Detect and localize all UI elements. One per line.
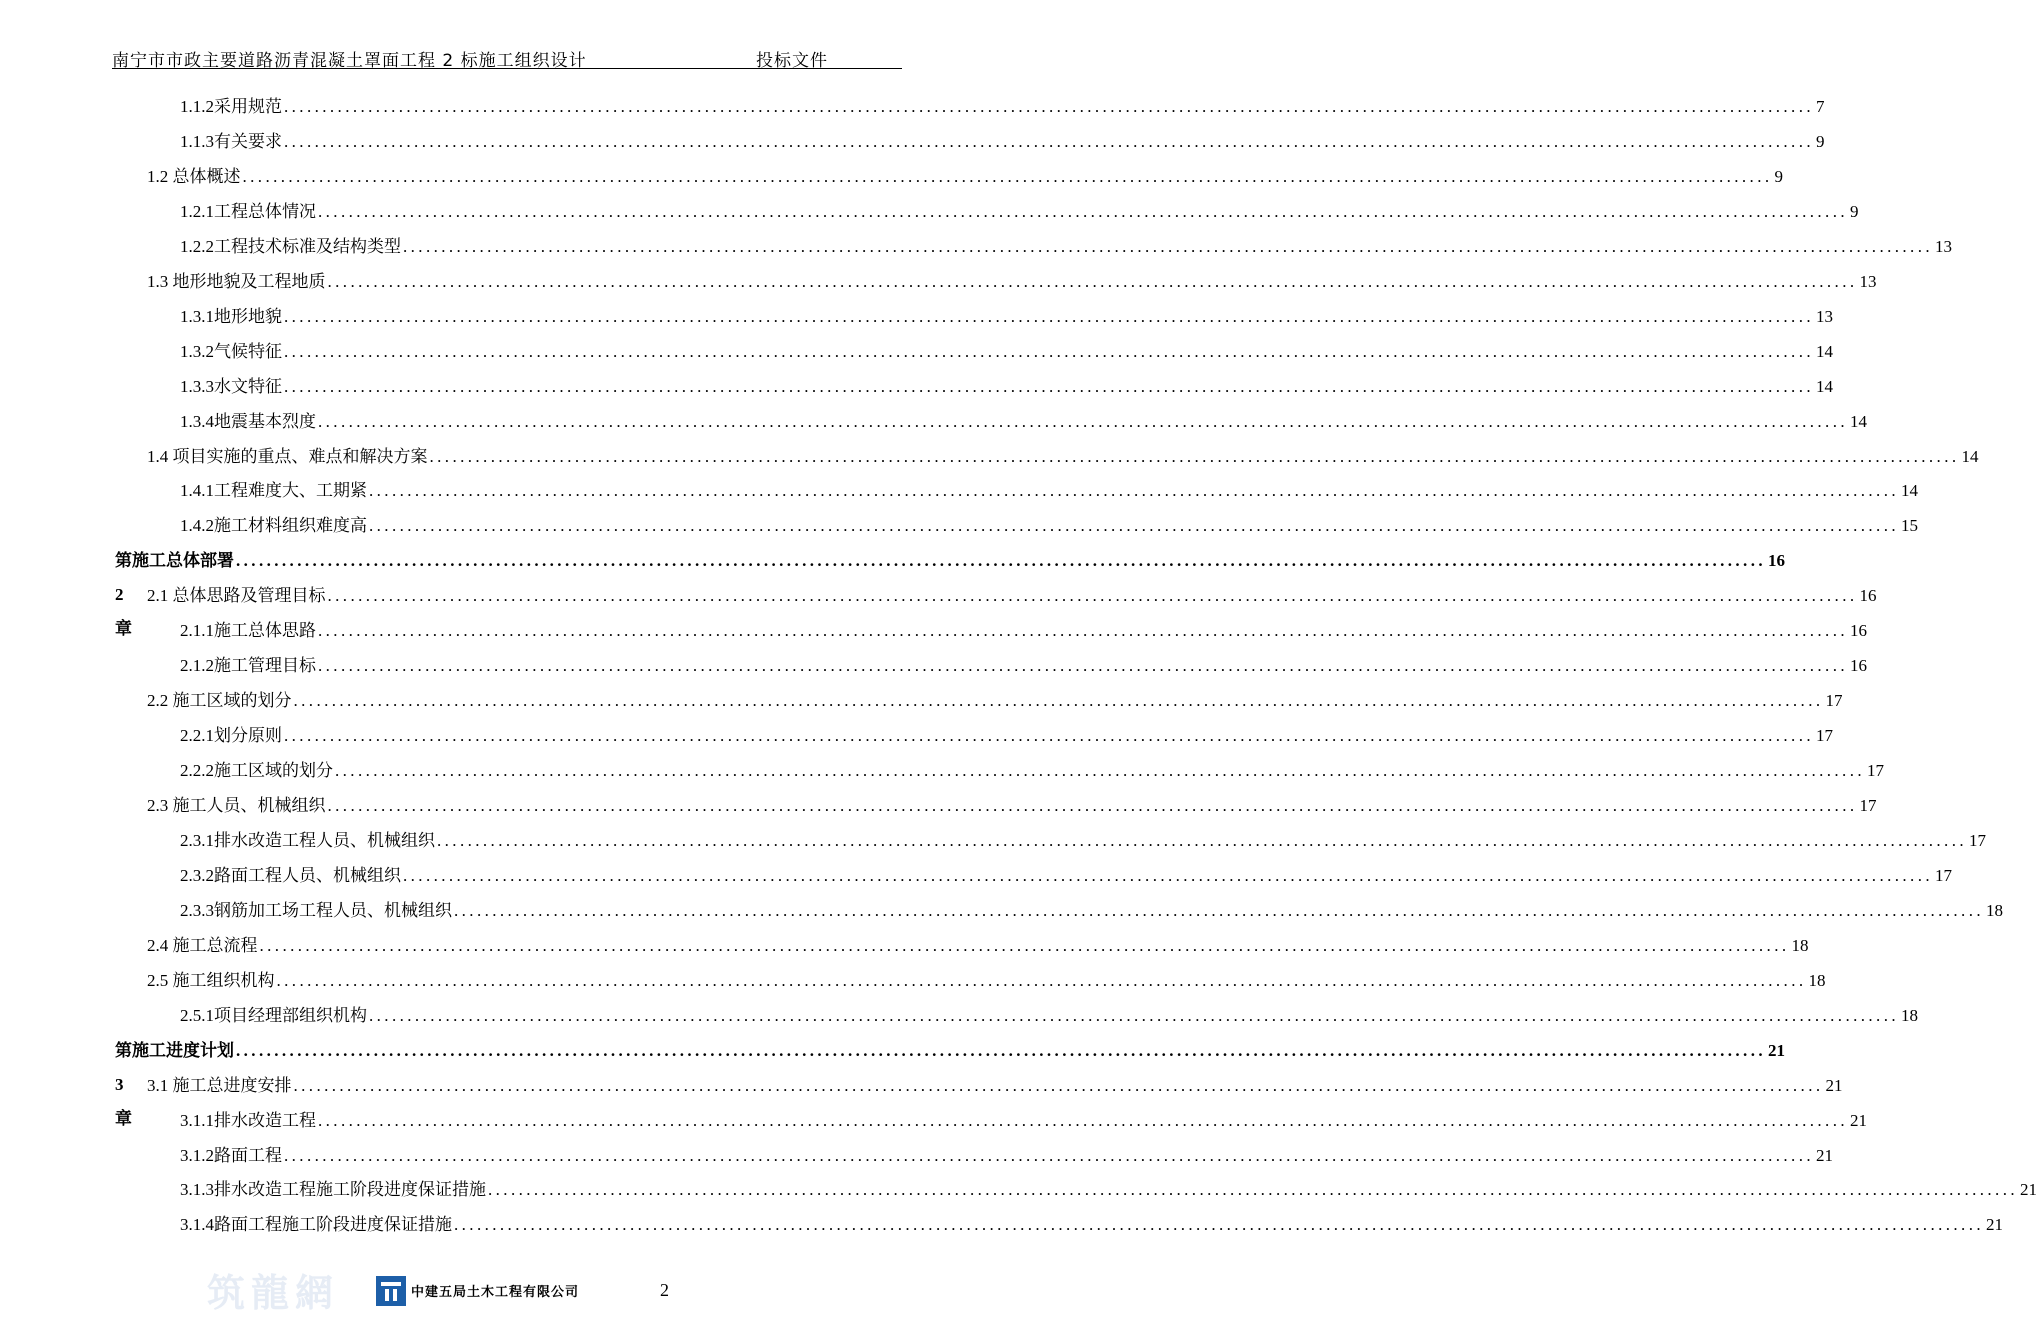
- toc-leader-dots: ........................................................................................................................................................................................................: [403, 865, 1933, 885]
- toc-entry-title: 施工材料组织难度高: [214, 516, 367, 536]
- toc-entry-title: 水文特征: [214, 376, 282, 396]
- toc-entry[interactable]: [180, 1208, 2003, 1242]
- page-header: [112, 42, 902, 69]
- toc-entry-title: 施工区域的划分: [214, 761, 333, 781]
- toc-entry-title: 2.2 施工区域的划分: [147, 691, 292, 711]
- toc-entry-page: 18: [1986, 900, 2003, 920]
- toc-entry[interactable]: [180, 894, 2003, 928]
- toc-entry[interactable]: [180, 90, 1825, 124]
- toc-entry-page: 17: [1935, 865, 1952, 885]
- toc-entry-title: 路面工程施工阶段进度保证措施: [214, 1215, 452, 1235]
- toc-entry-title: 地震基本烈度: [214, 411, 316, 431]
- toc-entry-title: 排水改造工程人员、机械组织: [214, 830, 435, 850]
- toc-entry-number: 2.2.1: [180, 726, 214, 746]
- toc-entry[interactable]: [180, 614, 1867, 648]
- toc-entry[interactable]: [180, 754, 1884, 788]
- toc-leader-dots: ........................................................................................................................................................................................................: [284, 131, 1814, 151]
- toc-entry-number: 2.2.2: [180, 761, 214, 781]
- toc-entry-number: 1.2.1: [180, 201, 214, 221]
- toc-entry[interactable]: [180, 824, 1986, 858]
- toc-entry-number: 3.1.2: [180, 1145, 214, 1165]
- toc-entry-number: 1.1.3: [180, 131, 214, 151]
- toc-entry-number: 2.1.2: [180, 656, 214, 676]
- toc-leader-dots: ........................................................................................................................................................................................................: [284, 376, 1814, 396]
- toc-entry[interactable]: [147, 160, 1783, 194]
- toc-entry-title: 2.1 总体思路及管理目标: [147, 586, 326, 606]
- toc-entry-number: 1.3.1: [180, 306, 214, 326]
- toc-entry-page: 17: [1825, 691, 1843, 711]
- toc-entry-number: 2.5.1: [180, 1005, 214, 1025]
- page-number: 2: [660, 1280, 669, 1300]
- toc-entry-page: 17: [1816, 726, 1833, 746]
- toc-entry-title: 2.5 施工组织机构: [147, 970, 275, 990]
- toc-entry[interactable]: [180, 1173, 2037, 1207]
- toc-entry-page: 21: [2020, 1180, 2037, 1200]
- toc-entry-page: 13: [1816, 306, 1833, 326]
- toc-entry-number: 3.1.1: [180, 1110, 214, 1130]
- toc-entry-title: 路面工程: [214, 1145, 282, 1165]
- toc-entry-title: 钢筋加工场工程人员、机械组织: [214, 900, 452, 920]
- toc-entry-page: 9: [1774, 166, 1783, 186]
- toc-leader-dots: ........................................................................................................................................................................................................: [327, 586, 1858, 606]
- toc-leader-dots: ........................................................................................................................................................................................................: [369, 481, 1899, 501]
- toc-entry-number: 1.4.2: [180, 516, 214, 536]
- toc-entry-page: 13: [1935, 236, 1952, 256]
- toc-entry-page: 16: [1850, 621, 1867, 641]
- toc-entry-page: 18: [1808, 970, 1826, 990]
- toc-entry-title: 工程技术标准及结构类型: [214, 236, 401, 256]
- toc-leader-dots: ........................................................................................................................................................................................................: [369, 1005, 1899, 1025]
- toc-leader-dots: ........................................................................................................................................................................................................: [236, 1040, 1766, 1060]
- header-title: 南宁市市政主要道路沥青混凝土罩面工程 2 标施工组织设计: [112, 51, 587, 71]
- toc-leader-dots: ........................................................................................................................................................................................................: [429, 446, 1960, 466]
- toc-entry-title: 排水改造工程施工阶段进度保证措施: [214, 1180, 486, 1200]
- toc-entry[interactable]: [180, 719, 1833, 753]
- toc-entry[interactable]: [180, 649, 1867, 683]
- toc-entry-page: 18: [1901, 1005, 1918, 1025]
- toc-leader-dots: ........................................................................................................................................................................................................: [284, 306, 1814, 326]
- toc-leader-dots: ........................................................................................................................................................................................................: [259, 935, 1790, 955]
- toc-entry-title: 气候特征: [214, 341, 282, 361]
- toc-entry[interactable]: [180, 370, 1833, 404]
- toc-leader-dots: ........................................................................................................................................................................................................: [335, 761, 1865, 781]
- toc-entry[interactable]: [180, 474, 1918, 508]
- toc-entry-title: 施工进度计划: [132, 1040, 234, 1060]
- toc-entry-title: 工程难度大、工期紧: [214, 481, 367, 501]
- toc-leader-dots: ........................................................................................................................................................................................................: [318, 1110, 1848, 1130]
- toc-entry-page: 17: [1867, 761, 1884, 781]
- toc-entry-page: 21: [1986, 1215, 2003, 1235]
- toc-leader-dots: ........................................................................................................................................................................................................: [454, 900, 1984, 920]
- toc-entry[interactable]: [147, 440, 1979, 474]
- toc-entry-number: 2.3.1: [180, 830, 214, 850]
- toc-leader-dots: ........................................................................................................................................................................................................: [276, 970, 1807, 990]
- toc-leader-dots: ........................................................................................................................................................................................................: [284, 1145, 1814, 1165]
- toc-entry-page: 15: [1901, 516, 1918, 536]
- toc-entry[interactable]: [180, 859, 1952, 893]
- page-footer: [0, 1262, 950, 1322]
- toc-entry-number: 1.1.2: [180, 97, 214, 116]
- toc-entry-number: 1.4.1: [180, 481, 214, 501]
- toc-entry-title: 2.4 施工总流程: [147, 935, 258, 955]
- toc-entry-page: 16: [1768, 551, 1785, 571]
- toc-entry-number: 第 3 章: [115, 1040, 132, 1128]
- toc-leader-dots: ........................................................................................................................................................................................................: [284, 97, 1814, 116]
- toc-entry-page: 17: [1969, 830, 1986, 850]
- toc-entry-page: 16: [1850, 656, 1867, 676]
- toc-entry[interactable]: [180, 300, 1833, 334]
- header-doc-type: 投标文件: [756, 51, 828, 71]
- toc-entry[interactable]: [147, 684, 1843, 718]
- toc-entry-page: 18: [1791, 935, 1809, 955]
- toc-entry[interactable]: [147, 579, 1877, 613]
- toc-entry-title: 地形地貌: [214, 306, 282, 326]
- toc-leader-dots: ........................................................................................................................................................................................................: [327, 271, 1858, 291]
- toc-entry-page: 7: [1816, 97, 1825, 116]
- toc-leader-dots: ........................................................................................................................................................................................................: [318, 621, 1848, 641]
- toc-entry[interactable]: [147, 929, 1809, 963]
- toc-leader-dots: ........................................................................................................................................................................................................: [293, 691, 1824, 711]
- toc-leader-dots: ........................................................................................................................................................................................................: [488, 1180, 2018, 1200]
- toc-entry-page: 14: [1816, 376, 1833, 396]
- toc-entry-number: 1.3.2: [180, 341, 214, 361]
- toc-leader-dots: ........................................................................................................................................................................................................: [242, 166, 1773, 186]
- toc-entry-number: 1.2.2: [180, 236, 214, 256]
- toc-entry[interactable]: [180, 509, 1918, 543]
- toc-entry-title: 1.4 项目实施的重点、难点和解决方案: [147, 446, 428, 466]
- toc-entry-title: 1.3 地形地貌及工程地质: [147, 271, 326, 291]
- toc-entry-page: 13: [1859, 271, 1877, 291]
- toc-leader-dots: ........................................................................................................................................................................................................: [293, 1075, 1824, 1095]
- toc-entry[interactable]: [180, 230, 1952, 264]
- toc-leader-dots: ........................................................................................................................................................................................................: [236, 551, 1766, 571]
- toc-entry-number: 3.1.3: [180, 1180, 214, 1200]
- toc-entry-page: 14: [1850, 411, 1867, 431]
- toc-entry-page: 9: [1816, 131, 1825, 151]
- toc-leader-dots: ........................................................................................................................................................................................................: [318, 201, 1848, 221]
- toc-leader-dots: ........................................................................................................................................................................................................: [403, 236, 1933, 256]
- toc-entry-number: 1.3.3: [180, 376, 214, 396]
- toc-entry-title: 施工总体部署: [132, 551, 234, 571]
- toc-entry[interactable]: [180, 1104, 1867, 1138]
- toc-entry-title: 采用规范: [214, 97, 282, 116]
- toc-leader-dots: ........................................................................................................................................................................................................: [284, 341, 1814, 361]
- toc-entry-number: 2.1.1: [180, 621, 214, 641]
- toc-entry[interactable]: [147, 964, 1826, 998]
- toc-entry-title: 路面工程人员、机械组织: [214, 865, 401, 885]
- toc-entry-title: 施工管理目标: [214, 656, 316, 676]
- toc-entry-number: 2.3.2: [180, 865, 214, 885]
- toc-entry-title: 排水改造工程: [214, 1110, 316, 1130]
- toc-entry-page: 21: [1825, 1075, 1843, 1095]
- toc-entry[interactable]: [147, 265, 1877, 299]
- toc-entry[interactable]: [180, 335, 1833, 369]
- toc-leader-dots: ........................................................................................................................................................................................................: [369, 516, 1899, 536]
- toc-entry-title: 划分原则: [214, 726, 282, 746]
- toc-leader-dots: ........................................................................................................................................................................................................: [284, 726, 1814, 746]
- watermark: 筑龍網: [207, 1270, 340, 1315]
- toc-entry-title: 施工总体思路: [214, 621, 316, 641]
- company-name: 中建五局土木工程有限公司: [411, 1285, 580, 1300]
- toc-entry-title: 2.3 施工人员、机械组织: [147, 796, 326, 815]
- toc-leader-dots: ........................................................................................................................................................................................................: [327, 796, 1858, 815]
- toc-entry-page: 16: [1859, 586, 1877, 606]
- toc-entry-page: 21: [1768, 1040, 1785, 1060]
- toc-entry[interactable]: [147, 1069, 1843, 1103]
- toc-leader-dots: ........................................................................................................................................................................................................: [437, 830, 1967, 850]
- toc-entry-title: 3.1 施工总进度安排: [147, 1075, 292, 1095]
- toc-entry-page: 9: [1850, 201, 1859, 221]
- toc-entry-number: 1.3.4: [180, 411, 214, 431]
- toc-entry-page: 21: [1816, 1145, 1833, 1165]
- toc-entry[interactable]: [180, 195, 1859, 229]
- toc-entry[interactable]: [180, 405, 1867, 439]
- toc-entry-title: 1.2 总体概述: [147, 166, 241, 186]
- toc-entry[interactable]: [147, 789, 1877, 823]
- toc-entry-title: 项目经理部组织机构: [214, 1005, 367, 1025]
- toc-leader-dots: ........................................................................................................................................................................................................: [318, 411, 1848, 431]
- toc-entry-title: 工程总体情况: [214, 201, 316, 221]
- toc-entry-number: 2.3.3: [180, 900, 214, 920]
- toc-entry[interactable]: [180, 125, 1825, 159]
- toc-entry-page: 14: [1961, 446, 1979, 466]
- toc-entry-page: 14: [1816, 341, 1833, 361]
- company-logo-icon: [376, 1276, 406, 1306]
- toc-entry-number: 第 2 章: [115, 551, 132, 639]
- toc-entry[interactable]: [180, 999, 1918, 1033]
- toc-leader-dots: ........................................................................................................................................................................................................: [318, 656, 1848, 676]
- toc-entry-title: 有关要求: [214, 131, 282, 151]
- toc-leader-dots: ........................................................................................................................................................................................................: [454, 1215, 1984, 1235]
- toc-entry-page: 17: [1859, 796, 1877, 815]
- toc-entry[interactable]: [180, 1139, 1833, 1173]
- toc-entry-page: 14: [1901, 481, 1918, 501]
- toc-entry-page: 21: [1850, 1110, 1867, 1130]
- toc-entry-number: 3.1.4: [180, 1215, 214, 1235]
